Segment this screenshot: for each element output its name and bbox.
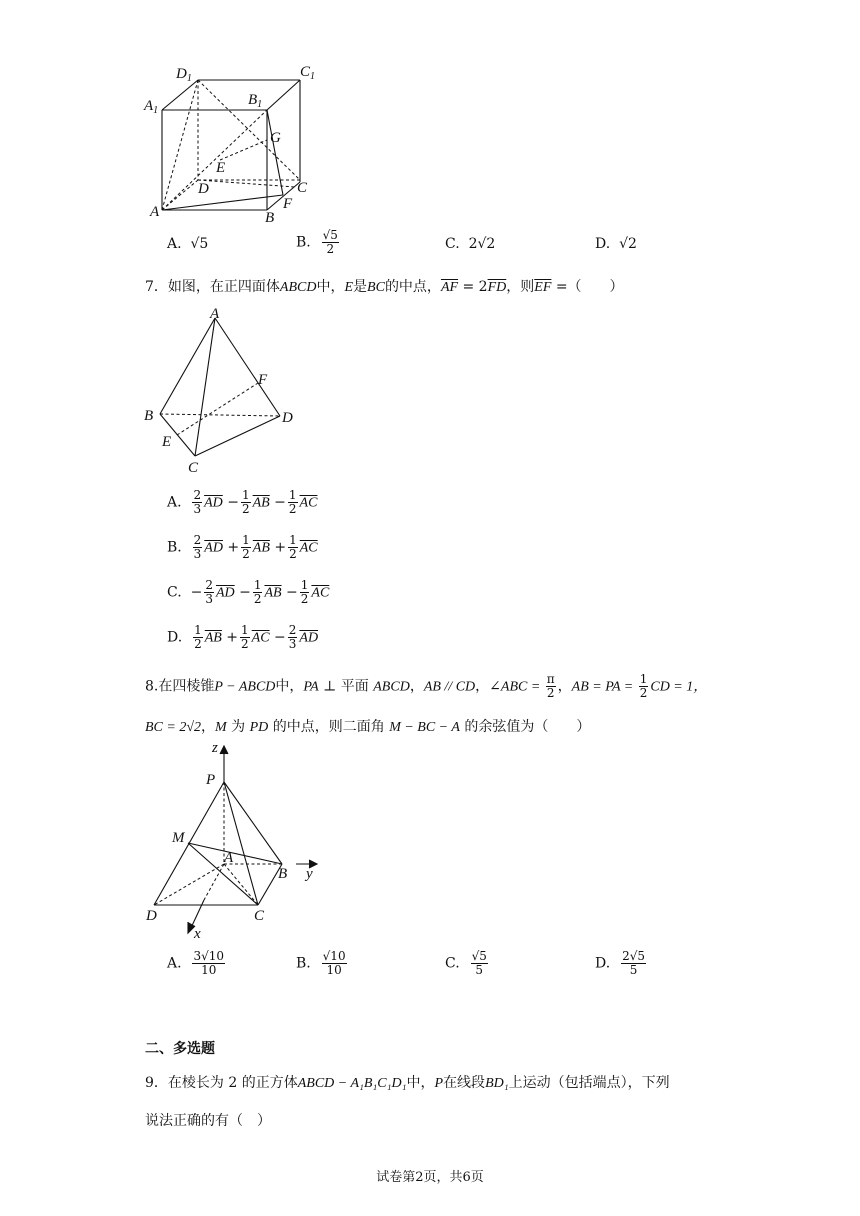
label-G: G (270, 130, 281, 146)
label-B: B (265, 210, 275, 226)
option-letter: B. (296, 234, 311, 251)
q7-stem: 7．如图，在正四面体ABCD中，E是BC的中点，$\overline{AF} = 2\overline{FD}$，则$\overline{EF}$ =（ ） (145, 279, 624, 295)
option-letter: C. (445, 236, 460, 252)
label-x: x (194, 926, 201, 942)
option-letter: A. (167, 955, 182, 972)
cube-figure-q6 (140, 62, 320, 224)
label-M: M (172, 830, 185, 846)
tetrahedron-figure-q7 (140, 306, 300, 476)
fraction: $\frac{2√5}{5}$ (622, 949, 646, 977)
q8-option-b[interactable] (296, 950, 349, 977)
q6-option-a[interactable] (167, 236, 208, 252)
q8-option-a[interactable] (167, 950, 227, 977)
option-letter: A. (167, 236, 182, 252)
label-C: C (254, 908, 265, 924)
fraction: $\frac{√10}{10}$ (322, 949, 346, 977)
label-F: F (283, 196, 293, 212)
label-A: A (210, 306, 220, 322)
q9-stem-line2: 说法正确的有（ ） (145, 1113, 271, 1129)
fraction: $\frac{3√10}{10}$ (193, 949, 225, 977)
option-letter: C. (167, 584, 182, 601)
label-z: z (212, 740, 218, 756)
page-footer: 试卷第2页，共6页 (376, 1170, 484, 1185)
label-D: D (146, 908, 157, 924)
fraction: $\frac{√5}{2}$ (322, 228, 338, 256)
q7-option-c[interactable]: C. − $\frac{2}{3}$ $\overline{AD}$ − $\frac{1}{2}$ $\overline{AB}$ − $\frac{1}{2}$ $\overline{AC}$ (167, 578, 330, 606)
label-C1: $C_1$ (300, 64, 316, 82)
option-letter: C. (445, 955, 460, 972)
label-C: C (188, 460, 199, 476)
q8-stem-line1: 8.在四棱锥P − ABCD中，PA ⊥ 平面 ABCD，AB // CD，∠ABC = $\frac{\pi}{2}$ ，AB = PA = $\frac{1}{2}$ CD = 1， (145, 672, 708, 700)
option-value: 2√2 (468, 236, 496, 252)
q9-stem-line1: 9．在棱长为 2 的正方体ABCD − A₁B₁C₁D₁中，P在线段BD₁上运动（包括端点），下列 (145, 1075, 670, 1091)
label-E: E (162, 434, 172, 450)
q8-stem-line2: BC = 2√2，M 为 PD 的中点，则二面角 M − BC − A 的余弦值为（ ） (145, 719, 591, 735)
q7-option-a[interactable]: A. $\frac{2}{3}$ $\overline{AD}$ − $\frac{1}{2}$ $\overline{AB}$ − $\frac{1}{2}$ $\overline{AC}$ (167, 488, 318, 516)
label-B1: $B_1$ (248, 92, 263, 110)
option-letter: A. (167, 494, 182, 511)
label-E: E (216, 160, 226, 176)
section-title: 二、多选题 (145, 1041, 215, 1057)
q6-option-d[interactable] (595, 236, 637, 252)
label-D: D (198, 181, 209, 197)
label-B: B (278, 866, 288, 882)
label-B: B (144, 408, 154, 424)
label-A1: $A_1$ (144, 98, 159, 116)
q8-option-c[interactable] (445, 950, 490, 977)
q7-option-d[interactable]: D. $\frac{1}{2}$ $\overline{AB}$ + $\frac{1}{2}$ $\overline{AC}$ − $\frac{2}{3}$ $\overline{AD}$ (167, 623, 319, 651)
label-A: A (150, 204, 160, 220)
label-y: y (306, 866, 313, 882)
label-A: A (224, 850, 234, 866)
option-letter: B. (167, 539, 182, 556)
label-C: C (297, 180, 308, 196)
option-letter: D. (167, 629, 183, 646)
q7-option-b[interactable]: B. $\frac{2}{3}$ $\overline{AD}$ + $\frac{1}{2}$ $\overline{AB}$ + $\frac{1}{2}$ $\overline{AC}$ (167, 533, 318, 561)
option-letter: D. (595, 236, 611, 252)
q6-option-b[interactable] (296, 229, 341, 256)
label-F: F (258, 372, 268, 388)
option-letter: B. (296, 955, 311, 972)
q6-option-c[interactable] (445, 236, 495, 252)
option-value: √5 (190, 236, 209, 252)
fraction: $\frac{√5}{5}$ (471, 949, 487, 977)
label-P: P (206, 772, 216, 788)
label-D: D (282, 410, 293, 426)
option-value: √2 (619, 236, 637, 252)
option-letter: D. (595, 955, 611, 972)
pyramid-figure-q8 (140, 740, 340, 940)
label-D1: $D_1$ (176, 66, 192, 84)
q8-option-d[interactable] (595, 950, 648, 977)
